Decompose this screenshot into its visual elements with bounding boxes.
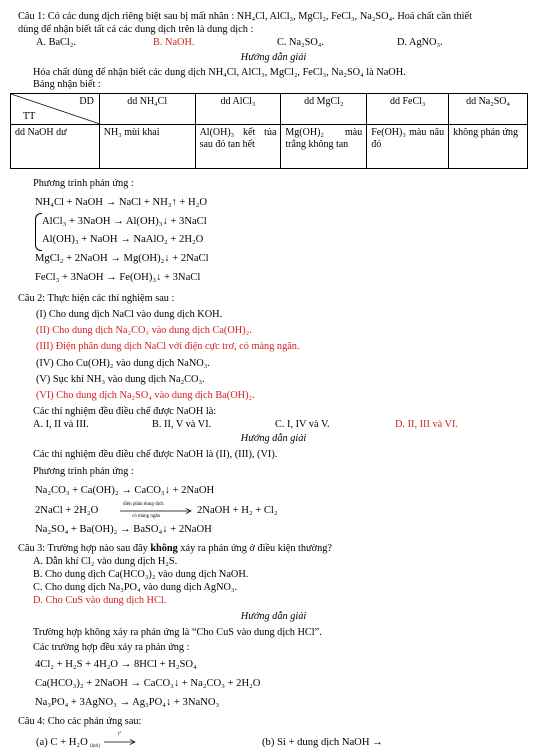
identification-table: [10, 93, 528, 169]
q1-solution-1: Hóa chất dùng để nhận biết các dung dịch NH₄Cl, AlCl₃, MgCl₂, FeCl₃, Na₂SO₄ là NaOH.: [33, 67, 406, 78]
q2-electrolysis-condition-bottom: có màng ngăn: [132, 514, 161, 519]
table-header-dd: DD: [79, 96, 94, 107]
q3-equation: 4Cl₂ + H₂S + 4H₂O → 8HCl + H₂SO₄: [35, 659, 197, 670]
q1-equation: Al(OH)₃ + NaOH → NaAlO₂ + 2H₂O: [42, 234, 204, 245]
q3-title: [18, 543, 332, 555]
q1-option-d: D. AgNO₃.: [397, 37, 443, 48]
table-col-header: dd NH₄Cl: [99, 94, 195, 125]
q3-option-d: D. Cho CuS vào dung dịch HCl.: [33, 595, 167, 606]
q3-equation: Na₃PO₄ + 3AgNO₃ → Ag₃PO₄↓ + 3NaNO₃: [35, 697, 220, 708]
q1-equation: FeCl₃ + 3NaOH → Fe(OH)₃↓ + 3NaCl: [35, 272, 201, 283]
table-cell: NH₃ mùi khai: [99, 125, 195, 169]
q1-equation: AlCl₃ + 3NaOH → Al(OH)₃↓ + 3NaCl: [42, 216, 207, 227]
table-cell: không phản ứng: [449, 125, 528, 169]
q1-equation: MgCl₂ + 2NaOH → Mg(OH)₂↓ + 2NaCl: [35, 253, 209, 264]
q1-solution-2: Bảng nhận biết :: [33, 79, 101, 90]
q2-item: (IV) Cho Cu(OH)₂ vào dung dịch NaNO₃.: [36, 358, 210, 369]
table-cell: Al(OH)₃ kết tủa sau đó tan hết: [195, 125, 281, 169]
q3-title-post: xảy ra phản ứng ở điều kiện thường?: [177, 543, 332, 554]
q3-title-pre: Câu 3: Trường hợp nào sau đây: [18, 543, 151, 554]
q1-equation: NH₄Cl + NaOH → NaCl + NH₃↑ + H₂O: [35, 197, 208, 208]
q1-line2: dùng để nhận biết tất cả các dung dịch trên là dung dịch :: [18, 24, 254, 35]
q4-reaction-a-sub: (hơi): [90, 744, 100, 749]
q2-solution: Các thí nghiệm đều điều chế được NaOH là (II), (III), (VI).: [33, 449, 278, 460]
long-arrow-icon: [104, 739, 138, 745]
table-row-label: dd NaOH dư: [11, 125, 100, 169]
q4-title: Câu 4: Cho các phản ứng sau:: [18, 716, 142, 727]
q3-option-a: A. Dẫn khí Cl₂ vào dung dịch H₂S.: [33, 556, 178, 567]
q2-equation-heading: Phương trình phản ứng :: [33, 466, 134, 477]
q3-option-c: C. Cho dung dịch Na₃PO₄ vào dung dịch AgNO₃.: [33, 582, 238, 593]
table-corner-cell: [11, 94, 100, 125]
q4-reaction-b: (b) Si + dung dịch NaOH →: [262, 737, 383, 748]
q2-option-c: C. I, IV và V.: [275, 419, 330, 430]
table-cell: Fe(OH)₃ màu nâu đỏ: [367, 125, 449, 169]
q1-guide-heading: Hướng dẫn giải: [240, 52, 307, 63]
q2-option-a: A. I, II và III.: [33, 419, 89, 430]
q2-electrolysis-condition-top: điện phân dung dịch: [123, 502, 164, 507]
q3-solution-2: Các trường hợp đều xảy ra phản ứng :: [33, 642, 190, 653]
q1-equation-heading: Phương trình phản ứng :: [33, 178, 134, 189]
q1-option-a: A. BaCl₂.: [36, 37, 76, 48]
table-col-header: dd Na₂SO₄: [449, 94, 528, 125]
q3-equation: Ca(HCO₃)₂ + 2NaOH → CaCO₃↓ + Na₂CO₃ + 2H₂O: [35, 678, 261, 689]
q3-title-emphasis: không: [150, 543, 178, 554]
q2-item: (V) Sục khí NH₃ vào dung dịch Na₂CO₃.: [36, 374, 205, 385]
table-col-header: dd FeCl₃: [367, 94, 449, 125]
q2-item: (III) Điện phân dung dịch NaCl với điện cực trơ, có màng ngăn.: [36, 341, 300, 352]
q2-question: Các thí nghiệm đều điều chế được NaOH là:: [33, 406, 217, 417]
q3-guide-heading: Hướng dẫn giải: [240, 611, 307, 622]
q3-solution-1: Trường hợp không xảy ra phản ứng là “Cho CuS vào dung dịch HCl”.: [33, 627, 322, 638]
q3-option-b: B. Cho dung dịch Ca(HCO₃)₂ vào dung dịch NaOH.: [33, 569, 249, 580]
q2-electrolysis-right: 2NaOH + H₂ + Cl₂: [197, 505, 278, 516]
q2-item: (VI) Cho dung dịch Na₂SO₄ vào dung dịch Ba(OH)₂.: [36, 390, 255, 401]
q1-line1: Câu 1: Có các dung dịch riêng biệt sau bị mất nhãn : NH₄Cl, AlCl₃, MgCl₂, FeCl₃, Na₂SO₄. Hoá chất cần thiết: [18, 11, 472, 22]
q2-guide-heading: Hướng dẫn giải: [240, 433, 307, 444]
q2-equation: Na₂SO₄ + Ba(OH)₂ → BaSO₄↓ + 2NaOH: [35, 524, 212, 535]
equation-brace: [35, 213, 42, 251]
q2-title: Câu 2: Thực hiện các thí nghiệm sau :: [18, 293, 175, 304]
q1-option-b: B. NaOH.: [153, 37, 195, 48]
q2-equation: Na₂CO₃ + Ca(OH)₂ → CaCO₃↓ + 2NaOH: [35, 485, 215, 496]
table-cell: Mg(OH)₂ màu trắng không tan: [281, 125, 367, 169]
q2-option-d: D. II, III và VI.: [395, 419, 458, 430]
q1-option-c: C. Na₂SO₄.: [277, 37, 324, 48]
table-col-header: dd AlCl₃: [195, 94, 281, 125]
q2-option-b: B. II, V và VI.: [152, 419, 212, 430]
q2-electrolysis-left: 2NaCl + 2H₂O: [35, 505, 99, 516]
q2-item: (I) Cho dung dịch NaCl vào dung dịch KOH.: [36, 309, 223, 320]
q4-reaction-a-temp: t°: [118, 732, 122, 737]
q2-item: (II) Cho dung dịch Na₂CO₃ vào dung dịch Ca(OH)₂.: [36, 325, 252, 336]
table-header-tt: TT: [23, 111, 36, 122]
q4-reaction-a-left: (a) C + H₂O: [36, 737, 88, 748]
table-col-header: dd MgCl₂: [281, 94, 367, 125]
